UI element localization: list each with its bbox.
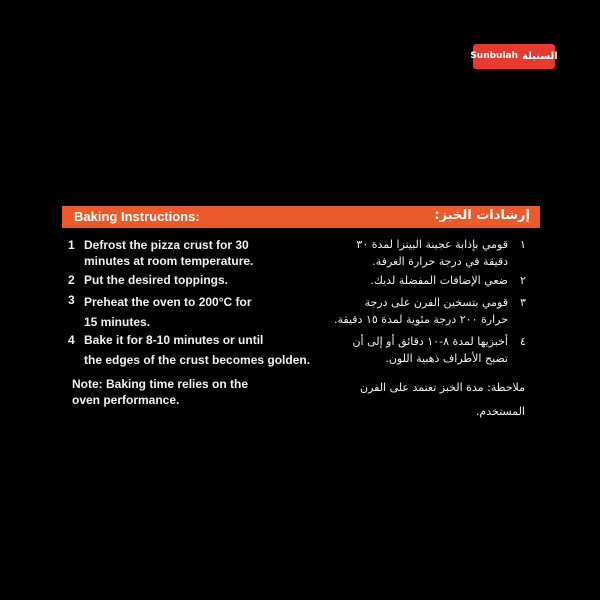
step-ar-1-line-1: قومي بإذابة عجينة البيتزا لمدة ٣٠ bbox=[356, 238, 508, 251]
step-ar-2 bbox=[370, 272, 508, 289]
step-en-3 bbox=[84, 292, 252, 332]
step-en-1 bbox=[84, 237, 253, 269]
brand-logo bbox=[470, 44, 558, 69]
step-ar-4-line-2: تصبح الأطراف ذهبية اللون. bbox=[385, 352, 508, 365]
step-en-1-line-2: minutes at room temperature. bbox=[84, 254, 254, 268]
step-en-4-line-1: Bake it for 8-10 minutes or until bbox=[84, 333, 264, 347]
step-ar-3-line-2: حرارة ٢٠٠ درجة مئوية لمدة ١٥ دقيقة. bbox=[334, 313, 508, 326]
step-ar-1-line-2: دقيقة في درجة حرارة الغرفة. bbox=[372, 255, 508, 268]
step-ar-3 bbox=[334, 294, 508, 328]
instructions-header bbox=[62, 206, 540, 228]
step-ar-2-line-1: ضعي الإضافات المفضلة لديك. bbox=[370, 274, 508, 287]
note-ar-line-1: ملاحظة: مدة الخبز تعتمد على الفرن bbox=[359, 381, 525, 394]
step-en-3-line-2: 15 minutes. bbox=[84, 315, 151, 329]
step-ar-4-line-1: أخبزيها لمدة ٨-١٠ دقائق أو إلى أن bbox=[352, 335, 508, 348]
step-number-ar: ١ bbox=[520, 238, 526, 251]
step-en-2 bbox=[84, 272, 228, 288]
brand-name-ar: السنبلة bbox=[522, 50, 558, 62]
step-number-ar: ٤ bbox=[520, 335, 526, 348]
step-ar-4 bbox=[352, 333, 508, 367]
note-en-line-1: Note: Baking time relies on the bbox=[72, 377, 249, 391]
note-ar bbox=[360, 376, 525, 424]
note-en bbox=[72, 376, 248, 408]
brand-name-en: Sunbulah bbox=[470, 51, 519, 61]
header-title-ar: إرشادات الخبز: bbox=[434, 208, 530, 223]
note-ar-line-2: المستخدم. bbox=[475, 405, 525, 418]
step-number: 2 bbox=[68, 273, 75, 287]
step-ar-1 bbox=[356, 236, 508, 270]
step-number: 1 bbox=[68, 238, 75, 252]
step-number: 3 bbox=[68, 293, 75, 307]
header-title-en: Baking Instructions: bbox=[74, 209, 200, 224]
step-number: 4 bbox=[68, 333, 75, 347]
step-en-3-line-1: Preheat the oven to 200°C for bbox=[84, 295, 252, 309]
step-number-ar: ٢ bbox=[520, 274, 526, 287]
step-en-1-line-1: Defrost the pizza crust for 30 bbox=[84, 238, 249, 252]
step-en-2-line-1: Put the desired toppings. bbox=[84, 273, 229, 287]
step-en-4-line-2: the edges of the crust becomes golden. bbox=[84, 353, 311, 367]
note-en-line-2: oven performance. bbox=[72, 393, 180, 407]
step-number-ar: ٣ bbox=[520, 296, 526, 309]
step-ar-3-line-1: قومي بتسخين الفرن على درجة bbox=[364, 296, 508, 309]
